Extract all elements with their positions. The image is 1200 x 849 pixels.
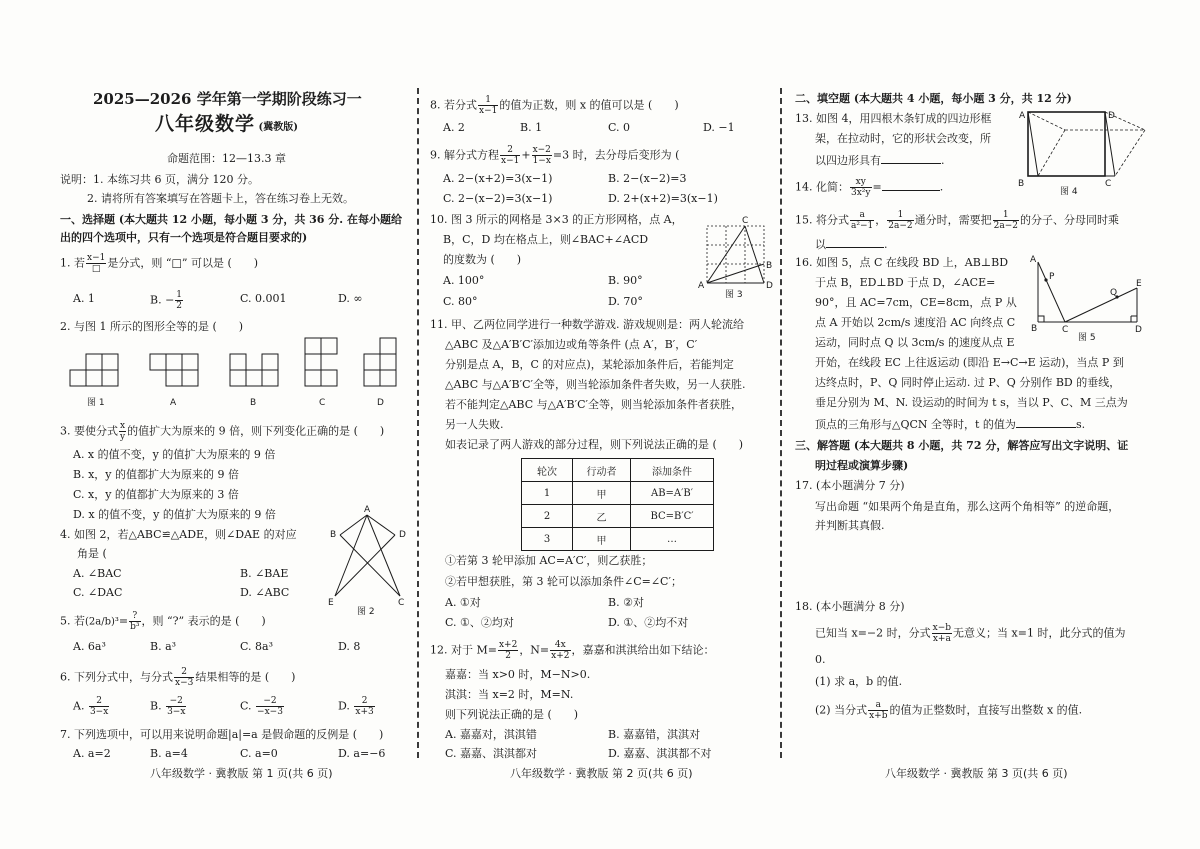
q8-option-c: C. 0 xyxy=(608,121,631,134)
question-10-line-2: B，C，D 均在格点上，则∠BAC+∠ACD xyxy=(443,233,649,246)
fig-a-caption: A xyxy=(170,398,177,408)
q4-option-d: D. ∠ABC xyxy=(240,586,290,599)
q1-option-b-num: 1 xyxy=(176,290,183,300)
q9-suffix: =3 时，去分母后变形为 ( xyxy=(552,148,680,162)
question-2: 2. 与图 1 所示的图形全等的是 ( ) xyxy=(60,320,244,333)
q6-option-c-den: −x−3 xyxy=(257,707,283,717)
fig2-caption: 图 2 xyxy=(357,607,375,617)
q18-fraction xyxy=(932,623,952,644)
q6-fraction xyxy=(174,667,194,688)
q1-option-b-label: B. − xyxy=(150,293,175,307)
footer-page-1: 八年级数学 · 冀教版 第 1 页(共 6 页) xyxy=(150,767,333,780)
q9-prefix: 9. 解分式方程 xyxy=(430,148,499,162)
q13-line-3-end: . xyxy=(941,154,945,167)
q9-denominator-1: x−1 xyxy=(501,156,520,166)
q6-option-d-den: x+3 xyxy=(355,707,374,717)
q16-line-1: 16. 如图 5，点 C 在线段 BD 上，AB⊥BD xyxy=(795,256,1009,269)
q7-option-d: D. a=−6 xyxy=(338,747,386,760)
fig2-label-c: C xyxy=(398,598,405,608)
table-cell: … xyxy=(631,528,714,551)
fig5-caption: 图 5 xyxy=(1078,333,1096,343)
q12-option-b: B. 嘉嘉错，淇淇对 xyxy=(608,728,701,741)
fig5-label-d: D xyxy=(1135,325,1142,335)
q16-line-5: 运动，同时点 Q 以 3cm/s 的速度从点 E xyxy=(815,336,1015,349)
q18-line-1 xyxy=(815,623,1125,644)
q8-option-a: A. 2 xyxy=(443,121,465,134)
fig5-label-q: Q xyxy=(1110,288,1118,298)
section-2-title: 二、填空题 (本大题共 4 小题，每小题 3 分，共 12 分) xyxy=(795,92,1072,105)
q11-option-c: C. ①、②均对 xyxy=(445,616,514,629)
q1-option-a: A. 1 xyxy=(73,292,95,305)
q18-denominator: x+a xyxy=(932,634,951,644)
table-row xyxy=(522,528,714,551)
q14-equals: = xyxy=(872,180,882,194)
q9-option-d: D. 2+(x+2)=3(x−1) xyxy=(608,192,718,205)
q15-prefix: 15. 将分式 xyxy=(795,213,849,227)
q6-option-b-num: −2 xyxy=(166,696,186,707)
q18-part-2-denominator: x+b xyxy=(869,711,888,721)
scope-line: 命题范围：12—13.3 章 xyxy=(167,152,286,165)
fig5-label-e: E xyxy=(1136,279,1142,289)
q18-numerator: x−b xyxy=(932,623,952,633)
q13-line-1: 13. 如图 4，用四根木条钉成的四边形框 xyxy=(795,112,992,125)
q17-line-1: 写出命题 “如果两个角是直角，那么这两个角相等” 的逆命题， xyxy=(815,500,1120,513)
q12-option-a: A. 嘉嘉对，淇淇错 xyxy=(445,728,537,741)
fig5-label-p: P xyxy=(1049,272,1055,282)
q6-option-c-fraction xyxy=(256,696,284,717)
fig2-label-b: B xyxy=(330,530,337,540)
q14-denominator: 3x²y xyxy=(851,188,871,198)
section-1-title-line-1: 一、选择题 (本大题共 12 小题，每小题 3 分，共 36 分. 在每小题给 xyxy=(60,213,402,226)
q8-numerator: 1 xyxy=(478,95,498,106)
q9-option-a: A. 2−(x+2)=3(x−1) xyxy=(443,172,553,185)
fig3-caption: 图 3 xyxy=(725,290,743,300)
section-3-title-line-1: 三、解答题 (本大题共 8 小题，共 72 分，解答应写出文字说明、证 xyxy=(795,439,1129,452)
q15-middle: 通分时，需要把 xyxy=(914,213,992,227)
q5-option-a: A. 6a³ xyxy=(73,640,106,653)
q11-line-2: △ABC 及△A′B′C′添加边或角等条件 (点 A′，B′，C′ xyxy=(445,338,698,351)
q3-option-a: A. x 的值不变，y 的值扩大为原来的 9 倍 xyxy=(73,448,276,461)
q11-line-1: 11. 甲、乙两位同学进行一种数学游戏. 游戏规则是：两人轮流给 xyxy=(430,318,744,331)
table-cell: 甲 xyxy=(573,482,631,505)
q6-prefix: 6. 下列分式中，与分式 xyxy=(60,670,173,684)
q11-option-b: B. ②对 xyxy=(608,596,644,609)
q18-part-2 xyxy=(815,700,1082,721)
q12-fraction-n xyxy=(550,640,570,661)
q1-suffix: 是分式，则 “□” 可以是 ( ) xyxy=(107,256,259,270)
table-row xyxy=(522,505,714,528)
q11-line-6: 另一人失败. xyxy=(445,418,504,431)
fig4-label-d: D xyxy=(1108,111,1115,121)
page-2 xyxy=(425,0,780,849)
q15-end: . xyxy=(884,238,888,251)
q11-line-5: 若不能判定△ABC 与△A′B′C′全等，则当轮添加条件者获胜， xyxy=(445,398,742,411)
q6-option-c-num: −2 xyxy=(256,696,284,707)
q11-statement-2: ②若甲想获胜，第 3 轮可以添加条件∠C=∠C′； xyxy=(445,575,682,588)
q6-option-b-fraction xyxy=(166,696,186,717)
edition-label: (冀教版) xyxy=(258,122,298,133)
q15-denominator-1: a²−1 xyxy=(851,221,874,231)
fig1-caption: 图 1 xyxy=(87,398,105,408)
fig3-label-a: A xyxy=(698,281,705,291)
q1-option-d: D. ∞ xyxy=(338,292,363,305)
table-cell: 3 xyxy=(522,528,573,551)
footer-page-3: 八年级数学 · 冀教版 第 3 页(共 6 页) xyxy=(885,767,1068,780)
fig5-label-b: B xyxy=(1031,324,1038,334)
table-row xyxy=(522,482,714,505)
q7-option-a: A. a=2 xyxy=(73,747,111,760)
q12-ask: 则下列说法正确的是 ( ) xyxy=(445,708,579,721)
fig5-label-c: C xyxy=(1062,325,1069,335)
table-cell: BC=B′C′ xyxy=(631,505,714,528)
q3-option-d: D. x 的值不变，y 的值扩大为原来的 9 倍 xyxy=(73,508,276,521)
q12-m-numerator: x+2 xyxy=(498,640,518,650)
fig4-caption: 图 4 xyxy=(1060,187,1078,197)
q6-option-a: A. $\frac{2}{3-x}$ xyxy=(73,696,109,717)
q8-option-d: D. −1 xyxy=(703,121,735,134)
q18-part-2-prefix: (2) 当分式 xyxy=(815,703,868,717)
q6-numerator: 2 xyxy=(174,667,194,678)
q10-option-a: A. 100° xyxy=(443,274,485,287)
q6-option-d: D. $\frac{2}{x+3}$ xyxy=(338,696,374,717)
note-line-1: 说明：1. 本练习共 6 页，满分 120 分。 xyxy=(60,173,259,186)
q6-option-a-den: 3−x xyxy=(89,707,109,717)
q3-prefix: 3. 要使分式 xyxy=(60,424,118,438)
question-4-line-1: 4. 如图 2，若△ABC≌△ADE，则∠DAE 的对应 xyxy=(60,528,297,541)
q15-comma: ， xyxy=(875,213,887,227)
q5-denominator: b³ xyxy=(130,622,140,632)
exam-year-title: 2025—2026 学年第一学期阶段练习一 xyxy=(93,90,362,108)
page-1 xyxy=(55,0,410,849)
q3-denominator: y xyxy=(120,432,126,442)
q6-suffix: 结果相等的是 ( ) xyxy=(195,670,296,684)
q6-option-d-fraction xyxy=(354,696,374,717)
fig5-label-a: A xyxy=(1030,255,1037,265)
table-cell: 乙 xyxy=(573,505,631,528)
q12-m-denominator: 2 xyxy=(505,651,511,661)
q1-option-c: C. 0.001 xyxy=(240,292,287,305)
q18-suffix: 无意义；当 x=1 时，此分式的值为 xyxy=(953,626,1126,640)
note-line-2: 2. 请将所有答案填写在答题卡上，答在练习卷上无效。 xyxy=(87,192,354,205)
q1-prefix: 1. 若 xyxy=(60,256,85,270)
fig3-label-c: C xyxy=(742,216,749,226)
q6-option-d-num: 2 xyxy=(354,696,374,707)
game-table-header-cell: 轮次 xyxy=(522,459,573,482)
q4-option-c: C. ∠DAC xyxy=(73,586,123,599)
q11-statement-1: ①若第 3 轮甲添加 AC=A′C′，则乙获胜； xyxy=(445,554,653,567)
footer-page-2: 八年级数学 · 冀教版 第 2 页(共 6 页) xyxy=(510,767,693,780)
q5-lhs: (2a/b)³ xyxy=(85,616,119,628)
game-table-header-cell: 行动者 xyxy=(573,459,631,482)
q11-line-7: 如表记录了两人游戏的部分过程，则下列说法正确的是 ( ) xyxy=(445,438,744,451)
q1-numerator: x−1 xyxy=(87,253,106,263)
q10-option-d: D. 70° xyxy=(608,295,643,308)
section-1-title-line-2: 出的四个选项中，只有一个选项是符合题目要求的) xyxy=(60,231,308,244)
q5-prefix: 5. 若 xyxy=(60,614,85,628)
q16-line-2: 于点 B，ED⊥BD 于点 D，∠ACE= xyxy=(815,276,996,289)
q8-denominator: x−1 xyxy=(479,106,498,116)
q14-numerator: xy xyxy=(850,177,872,188)
question-5 xyxy=(60,611,266,632)
q16-line-3: 90°，且 AC=7cm，CE=8cm，点 P 从 xyxy=(815,296,1017,309)
q9-plus: + xyxy=(521,148,531,162)
table-cell: AB=A′B′ xyxy=(631,482,714,505)
q9-denominator-2: 1−x xyxy=(532,156,551,166)
q16-last-text: 顶点的三角形与△QCN 全等时，t 的值为 xyxy=(815,418,1016,431)
q11-line-3: 分别是点 A，B，C 的对应点)，某轮添加条件后，若能判定 xyxy=(445,358,734,371)
fig4-label-b: B xyxy=(1018,179,1025,189)
q12-prefix: 12. 对于 M= xyxy=(430,643,497,657)
q9-option-b: B. 2−(x−2)=3 xyxy=(608,172,687,185)
q16-answer-blank xyxy=(1016,416,1076,428)
q12-option-d: D. 嘉嘉、淇淇都不对 xyxy=(608,747,712,760)
fig4-label-a: A xyxy=(1019,111,1026,121)
q6-option-c: C. $\frac{-2}{-x-3}$ xyxy=(240,696,283,717)
q5-fraction xyxy=(129,611,140,632)
q10-option-c: C. 80° xyxy=(443,295,478,308)
q7-option-c: C. a=0 xyxy=(240,747,278,760)
fig2-label-d: D xyxy=(399,530,406,540)
q18-line-2: 0. xyxy=(815,653,826,666)
q11-option-d: D. ①、②均不对 xyxy=(608,616,689,629)
question-7: 7. 下列选项中，可以用来说明命题|a|=a 是假命题的反例是 ( ) xyxy=(60,728,384,741)
q10-option-b: B. 90° xyxy=(608,274,643,287)
game-table xyxy=(521,458,714,551)
fig-d-caption: D xyxy=(377,398,384,408)
q5-suffix: ，则 “?” 表示的是 ( ) xyxy=(141,614,266,628)
q16-line-8: 垂足分别为 M、N. 设运动的时间为 t s，当以 P、C、M 三点为 xyxy=(815,396,1128,409)
q12-qiqi: 淇淇：当 x=2 时，M=N. xyxy=(445,688,574,701)
q9-numerator-1: 2 xyxy=(500,145,520,156)
figure-5 xyxy=(790,0,1160,345)
q13-line-2: 架，在拉动时，它的形状会改变，所 xyxy=(815,132,991,145)
fig3-label-d: D xyxy=(766,281,773,291)
q5-option-c: C. 8a³ xyxy=(240,640,273,653)
table-cell: 1 xyxy=(522,482,573,505)
q15-numerator-2: 1 xyxy=(887,210,913,221)
q14-prefix: 14. 化简： xyxy=(795,180,849,194)
q11-option-a: A. ①对 xyxy=(445,596,481,609)
q14-end: . xyxy=(939,180,944,194)
q9-numerator-2: x−2 xyxy=(532,145,551,155)
q1-denominator: □ xyxy=(91,264,101,274)
q15-numerator-1: a xyxy=(850,210,874,221)
q5-option-b: B. a³ xyxy=(150,640,177,653)
q15-denominator-2: 2a−2 xyxy=(888,221,913,231)
q12-middle: ，N= xyxy=(519,643,550,657)
fig2-label-a: A xyxy=(364,505,371,515)
q6-option-b-den: 3−x xyxy=(167,707,186,717)
q16-line-9 xyxy=(815,416,1085,432)
q6-option-b: B. $\frac{-2}{3-x}$ xyxy=(150,696,186,717)
column-divider-1 xyxy=(417,88,419,758)
q18-part-2-numerator: a xyxy=(868,700,888,711)
game-table-header xyxy=(522,459,714,482)
fig3-label-b: B xyxy=(766,261,773,271)
question-10-line-3: 的度数为 ( ) xyxy=(443,253,522,266)
q17-title: 17. (本小题满分 7 分) xyxy=(795,479,905,492)
q5-equals: = xyxy=(118,614,129,628)
q12-suffix: ，嘉嘉和淇淇给出如下结论： xyxy=(571,643,715,657)
q8-suffix: 的值为正数，则 x 的值可以是 ( ) xyxy=(499,98,679,112)
q4-option-b: B. ∠BAE xyxy=(240,567,289,580)
subject-title: 八年级数学 xyxy=(155,113,256,135)
q12-n-numerator: 4x xyxy=(550,640,570,651)
q12-jiajia: 嘉嘉：当 x>0 时，M−N>0. xyxy=(445,668,591,681)
q12-n-denominator: x+2 xyxy=(551,651,570,661)
q15-line-2-text: 以 xyxy=(815,238,826,251)
q18-part-2-suffix: 的值为正整数时，直接写出整数 x 的值. xyxy=(889,703,1083,717)
q12-option-c: C. 嘉嘉、淇淇都对 xyxy=(445,747,538,760)
game-table-header-cell: 添加条件 xyxy=(631,459,714,482)
q16-last-end: s. xyxy=(1075,418,1086,431)
q18-part-2-fraction xyxy=(868,700,888,721)
table-cell: 甲 xyxy=(573,528,631,551)
q16-line-7: 达终点时，P、Q 同时停止运动. 过 P、Q 分别作 BD 的垂线， xyxy=(815,376,1121,389)
q9-option-c: C. 2−(x−2)=3(x−1) xyxy=(443,192,553,205)
q8-option-b: B. 1 xyxy=(520,121,543,134)
figure-2 xyxy=(55,0,410,620)
q3-suffix: 的值扩大为原来的 9 倍，则下列变化正确的是 ( ) xyxy=(127,424,385,438)
q15-denominator-3: 2a−2 xyxy=(993,221,1018,231)
figure-3-grid xyxy=(425,0,780,300)
q5-option-d: D. 8 xyxy=(338,640,361,653)
question-6 xyxy=(60,667,295,688)
question-10-line-1: 10. 图 3 所示的网格是 3×3 的正方形网格，点 A， xyxy=(430,213,683,226)
q3-option-b: B. x，y 的值都扩大为原来的 9 倍 xyxy=(73,468,239,481)
q6-option-a-num: 2 xyxy=(89,696,109,707)
question-12 xyxy=(430,640,715,661)
q12-fraction-m xyxy=(498,640,518,661)
q5-numerator: ? xyxy=(129,611,140,622)
q18-prefix: 已知当 x=−2 时，分式 xyxy=(815,626,931,640)
q11-line-4: △ABC 与△A′B′C′全等，则当轮添加条件者失败，另一人获胜. xyxy=(445,378,746,391)
q18-part-1: (1) 求 a，b 的值. xyxy=(815,675,903,688)
q13-line-3-text: 以四边形具有 xyxy=(815,154,881,167)
q16-line-4: 点 A 开始以 2cm/s 速度沿 AC 向终点 C xyxy=(815,316,1016,329)
q8-prefix: 8. 若分式 xyxy=(430,98,477,112)
q17-line-2: 并判断其真假. xyxy=(815,519,885,532)
section-3-title-line-2: 明过程或演算步骤) xyxy=(815,459,909,472)
q18-title: 18. (本小题满分 8 分) xyxy=(795,600,905,613)
fig-c-caption: C xyxy=(319,398,326,408)
q6-denominator: x−3 xyxy=(175,678,194,688)
fig-b-caption: B xyxy=(250,398,257,408)
column-divider-2 xyxy=(780,88,782,758)
fig4-label-c: C xyxy=(1105,179,1112,189)
q16-line-6: 开始，在线段 EC 上往返运动 (即沿 E→C→E 运动)，当点 P 到 xyxy=(815,356,1124,369)
q3-option-c: C. x，y 的值都扩大为原来的 3 倍 xyxy=(73,488,239,501)
table-cell: 2 xyxy=(522,505,573,528)
q15-numerator-3: 1 xyxy=(993,210,1019,221)
q7-option-b: B. a=4 xyxy=(150,747,188,760)
q15-suffix: 的分子、分母同时乘 xyxy=(1019,213,1119,227)
page-3 xyxy=(790,0,1160,849)
q4-option-a: A. ∠BAC xyxy=(73,567,122,580)
question-4-line-2: 角是 ( xyxy=(77,547,107,560)
q3-numerator: x xyxy=(120,421,126,431)
q1-option-b-den: 2 xyxy=(176,301,183,311)
fig2-label-e: E xyxy=(328,598,334,608)
q6-option-a-fraction xyxy=(89,696,109,717)
